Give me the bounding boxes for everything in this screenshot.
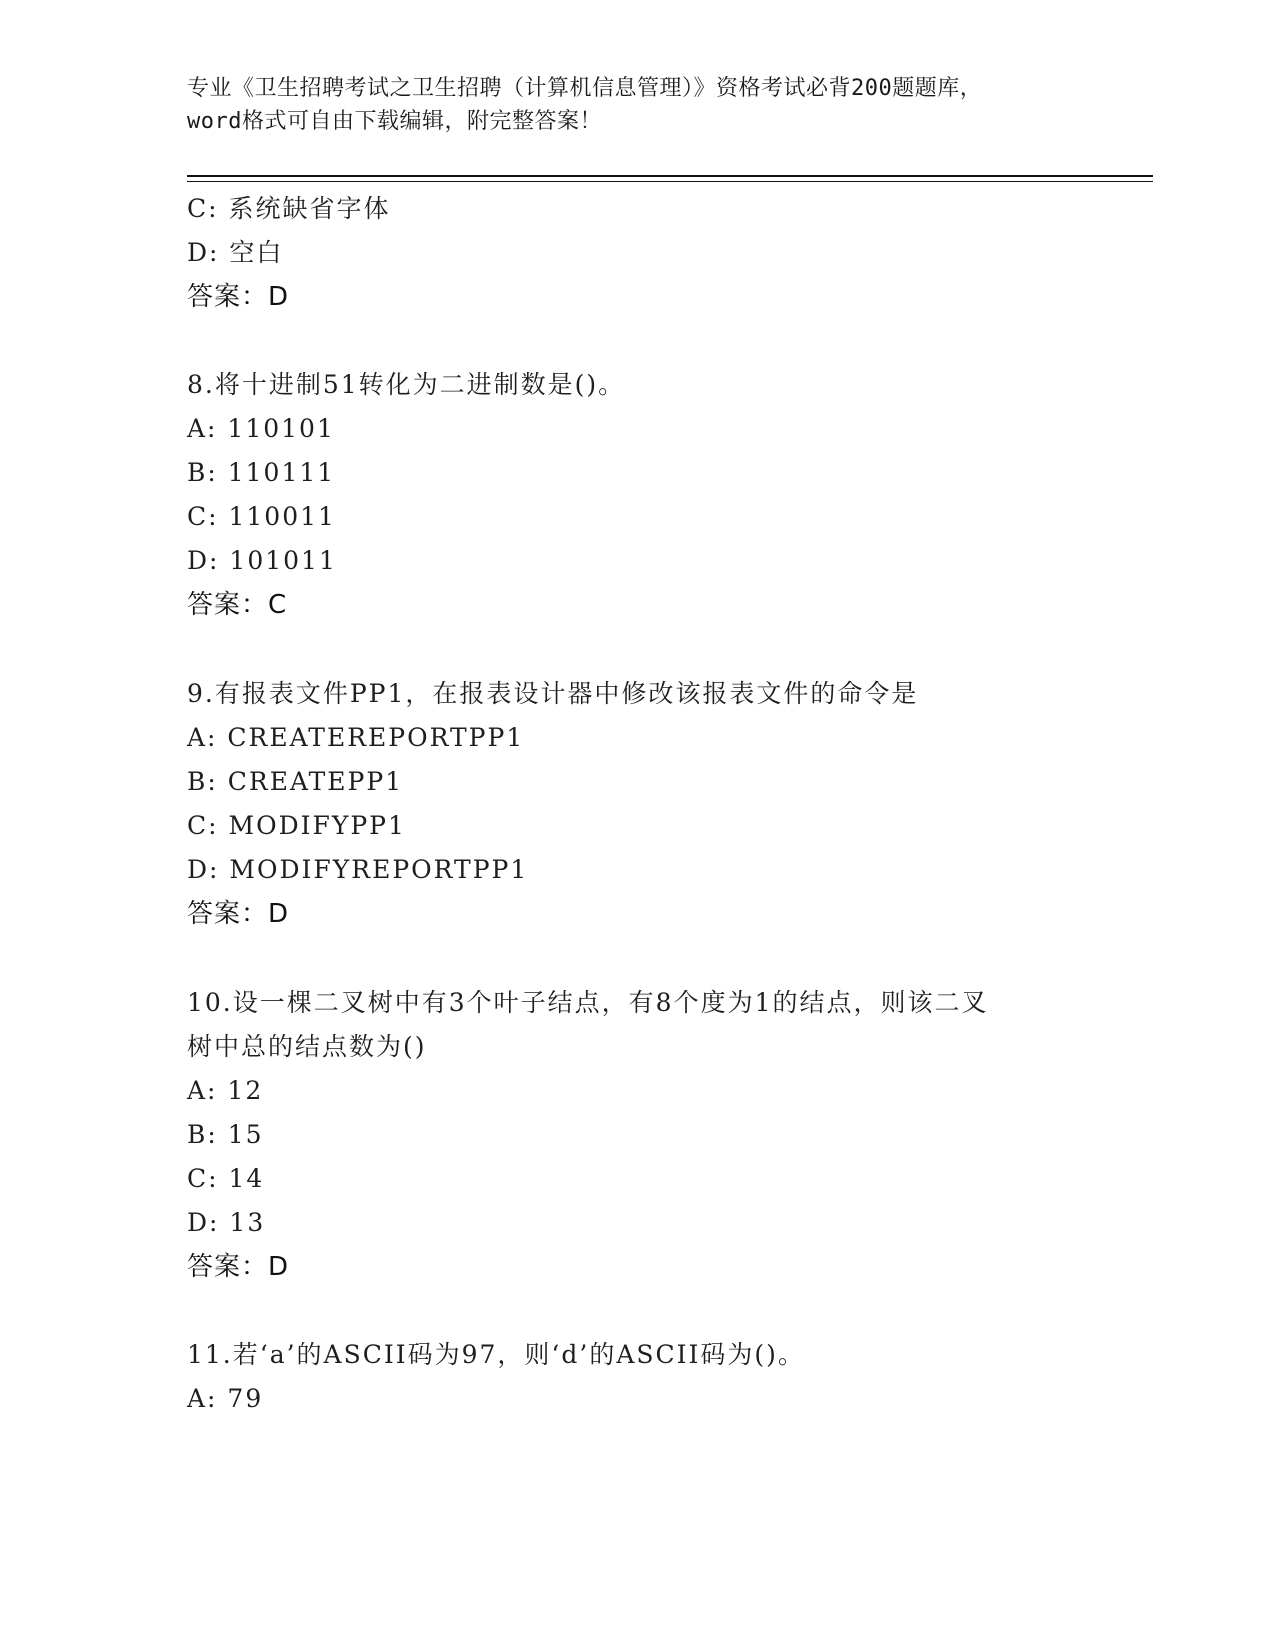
option-d: D: MODIFYREPORTPP1 — [187, 855, 529, 884]
header-rule-thick — [187, 175, 1153, 177]
header-rule-thin — [187, 181, 1153, 182]
option-c: C: MODIFYPP1 — [187, 811, 406, 840]
option-c: C: 14 — [187, 1164, 265, 1193]
document-header — [187, 72, 1087, 138]
question-stem-line-1: 10.设一棵二叉树中有3个叶子结点，有8个度为1的结点，则该二叉 — [187, 988, 989, 1017]
option-b: B: CREATEPP1 — [187, 767, 404, 796]
option-c: C: 系统缺省字体 — [187, 194, 391, 223]
answer-label: 答案：D — [187, 899, 290, 929]
option-a: A: 110101 — [187, 414, 335, 443]
answer-label: 答案：D — [187, 282, 290, 312]
option-c: C: 110011 — [187, 502, 336, 531]
option-b: B: 15 — [187, 1120, 264, 1149]
option-a: A: 12 — [187, 1076, 264, 1105]
header-line-2: word格式可自由下载编辑，附完整答案！ — [187, 109, 602, 134]
option-b: B: 110111 — [187, 458, 336, 487]
option-d: D: 13 — [187, 1208, 266, 1237]
answer-label: 答案：D — [187, 1252, 290, 1282]
header-line-1: 专业《卫生招聘考试之卫生招聘（计算机信息管理）》资格考试必背200题题库， — [187, 76, 983, 101]
option-d: D: 101011 — [187, 546, 337, 575]
question-stem: 11.若‘a’的ASCII码为97，则‘d’的ASCII码为()。 — [187, 1340, 805, 1369]
question-stem-line-2: 树中总的结点数为() — [187, 1032, 427, 1061]
option-d: D: 空白 — [187, 238, 284, 267]
answer-label: 答案：C — [187, 590, 288, 620]
question-stem: 8.将十进制51转化为二进制数是()。 — [187, 370, 626, 399]
option-a: A: 79 — [187, 1384, 264, 1413]
question-stem: 9.有报表文件PP1，在报表设计器中修改该报表文件的命令是 — [187, 679, 919, 708]
option-a: A: CREATEREPORTPP1 — [187, 723, 525, 752]
